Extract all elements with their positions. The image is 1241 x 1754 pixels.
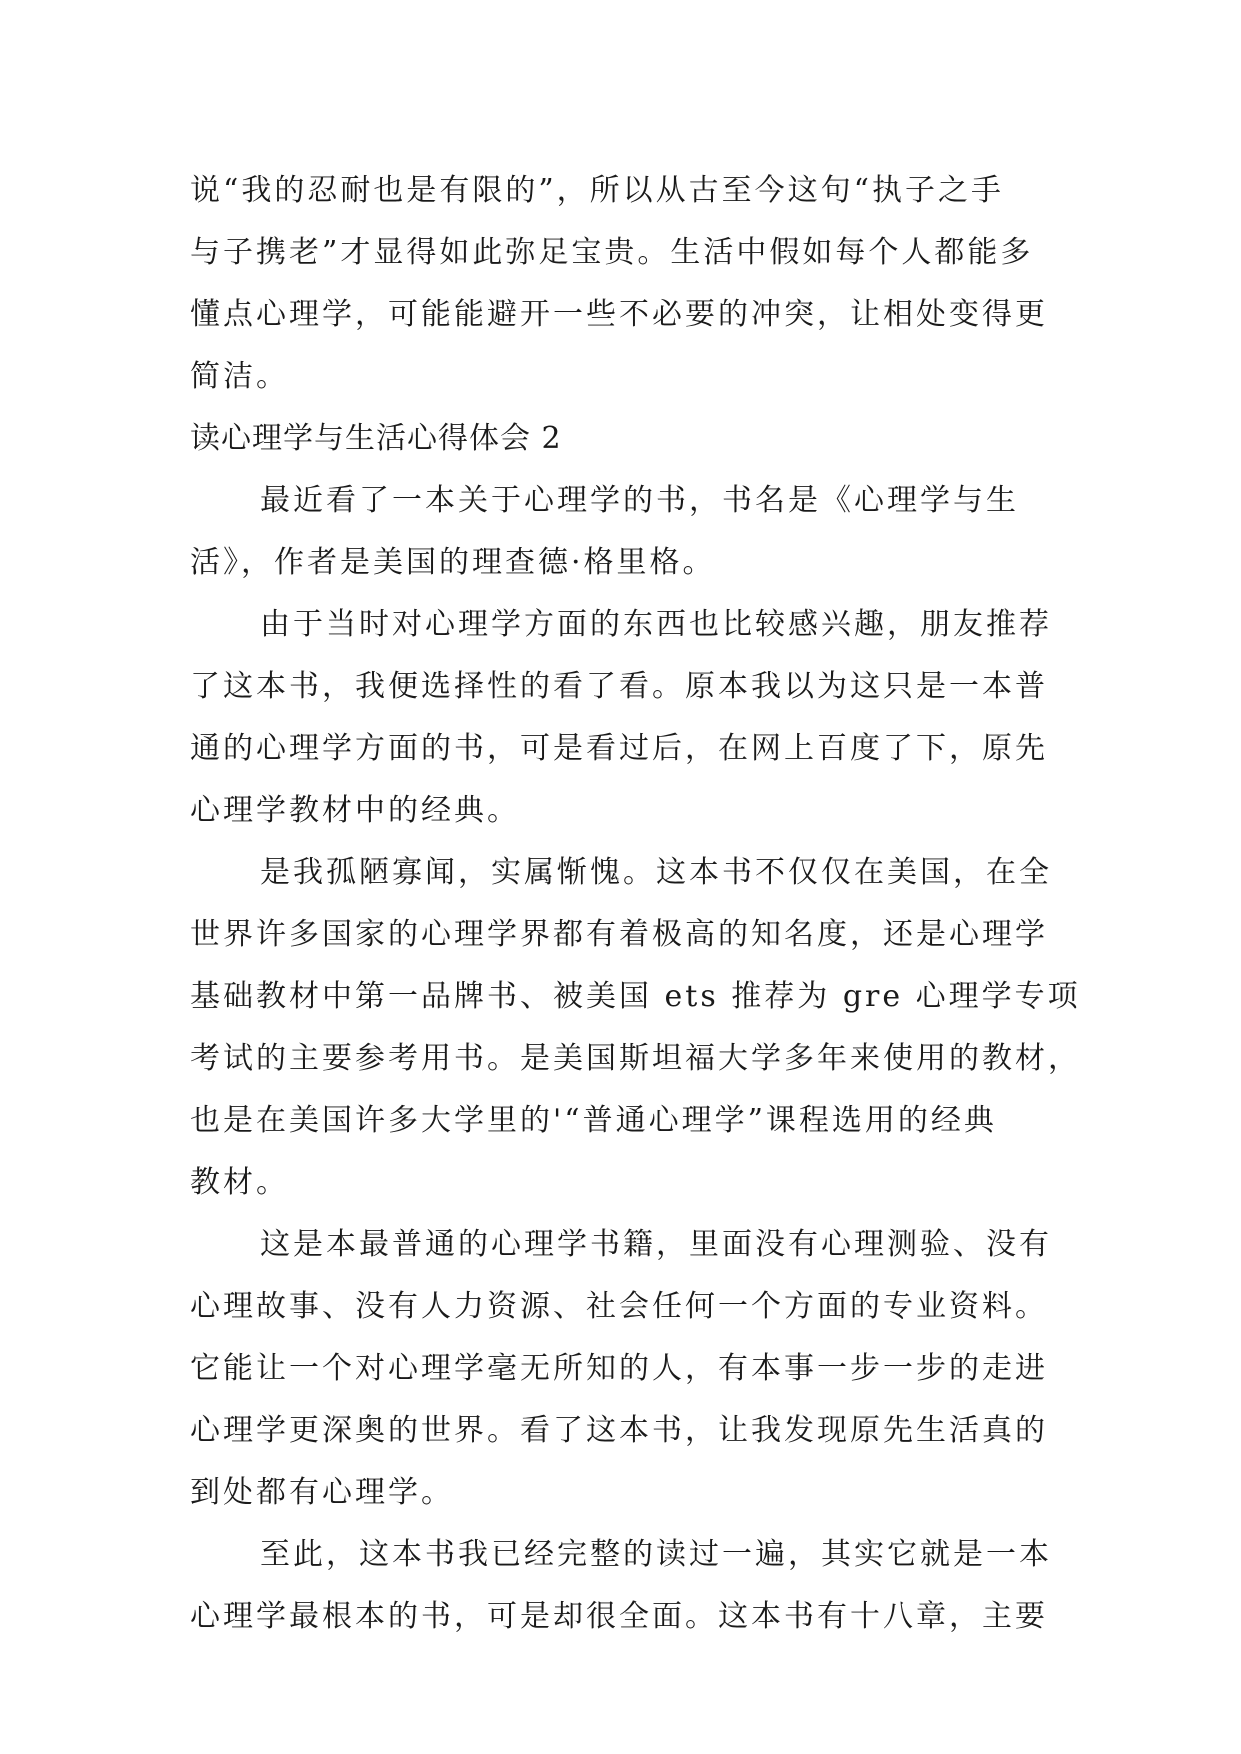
text-line: 世界许多国家的心理学界都有着极高的知名度，还是心理学 [190, 917, 1048, 952]
text-line: 了这本书，我便选择性的看了看。原本我以为这只是一本普 [190, 669, 1048, 704]
text-line: 心理故事、没有人力资源、社会任何一个方面的专业资料。 [190, 1289, 1048, 1324]
text-line: 基础教材中第一品牌书、被美国 ets 推荐为 gre 心理学专项 [190, 979, 1081, 1014]
text-line: 懂点心理学，可能能避开一些不必要的冲突，让相处变得更 [190, 297, 1048, 332]
text-line: 它能让一个对心理学毫无所知的人，有本事一步一步的走进 [190, 1351, 1048, 1386]
paragraph-first-line: 至此，这本书我已经完整的读过一遍，其实它就是一本 [260, 1537, 1052, 1572]
text-line: 说“我的忍耐也是有限的”，所以从古至今这句“执子之手 [190, 173, 1005, 208]
section-heading: 读心理学与生活心得体会 2 [190, 421, 562, 456]
paragraph-first-line: 最近看了一本关于心理学的书，书名是《心理学与生 [260, 483, 1019, 518]
paragraph-first-line: 由于当时对心理学方面的东西也比较感兴趣，朋友推荐 [260, 607, 1052, 642]
text-line: 简洁。 [190, 359, 289, 394]
text-line: 也是在美国许多大学里的'“普通心理学”课程选用的经典 [190, 1103, 997, 1138]
document-body [190, 160, 1081, 1648]
text-line: 教材。 [190, 1165, 289, 1200]
text-line: 考试的主要参考用书。是美国斯坦福大学多年来使用的教材， [190, 1041, 1081, 1076]
text-line: 通的心理学方面的书，可是看过后，在网上百度了下，原先 [190, 731, 1048, 766]
text-line: 心理学教材中的经典。 [190, 793, 520, 828]
text-line: 到处都有心理学。 [190, 1475, 454, 1510]
text-line: 心理学更深奥的世界。看了这本书，让我发现原先生活真的 [190, 1413, 1048, 1448]
paragraph-first-line: 是我孤陋寡闻，实属惭愧。这本书不仅仅在美国，在全 [260, 855, 1052, 890]
text-line: 活》，作者是美国的理查德·格里格。 [190, 545, 716, 580]
text-line: 心理学最根本的书，可是却很全面。这本书有十八章，主要 [190, 1599, 1048, 1634]
paragraph-first-line: 这是本最普通的心理学书籍，里面没有心理测验、没有 [260, 1227, 1052, 1262]
text-line: 与子携老”才显得如此弥足宝贵。生活中假如每个人都能多 [190, 235, 1034, 270]
